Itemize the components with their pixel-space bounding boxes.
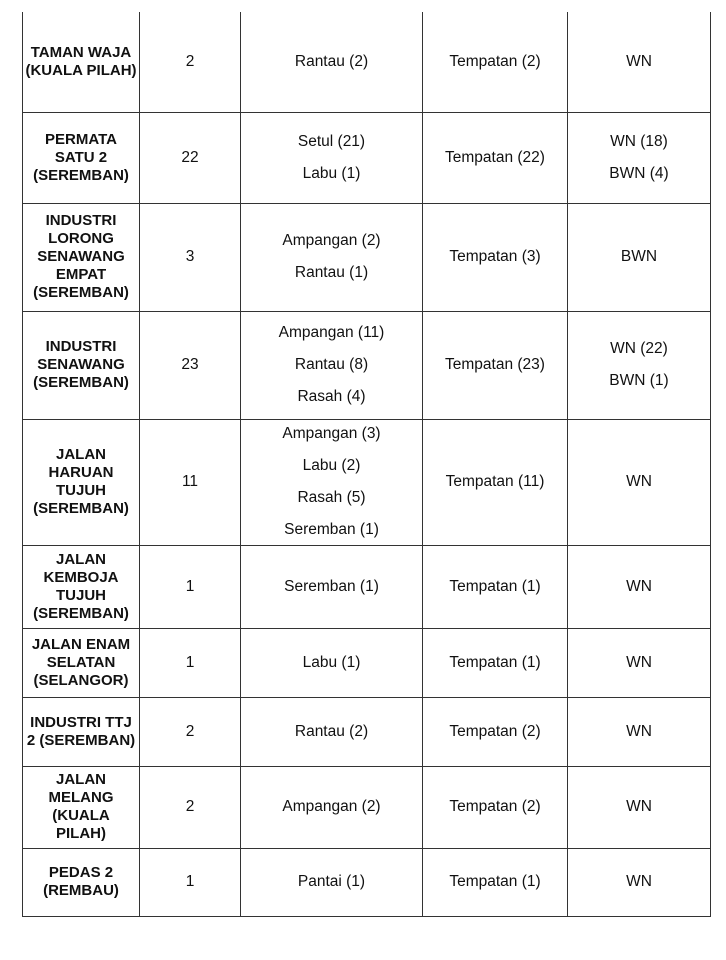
- cluster-location-cell: [23, 112, 140, 203]
- cluster-location-cell: [23, 766, 140, 848]
- citizenship-cell: [568, 419, 711, 545]
- cluster-location-cell-line: LORONG: [48, 230, 114, 247]
- district-cell: [241, 766, 423, 848]
- cluster-location-cell: [23, 311, 140, 419]
- citizenship-cell: [568, 12, 711, 112]
- infection-source-cell: Tempatan (1): [423, 628, 568, 697]
- district-cell: [241, 12, 423, 112]
- citizenship-cell: [568, 766, 711, 848]
- citizenship-cell: [568, 545, 711, 628]
- cluster-location-cell: [23, 545, 140, 628]
- cluster-location-cell-line: (SEREMBAN): [33, 604, 129, 622]
- table-row: [23, 697, 711, 766]
- cluster-location-cell-line: (REMBAU): [43, 882, 119, 899]
- district-cell: [241, 419, 423, 545]
- table-row: [23, 419, 711, 545]
- case-count-cell: 11: [140, 419, 241, 545]
- citizenship-cell-line: WN: [626, 873, 652, 890]
- district-cell: [241, 112, 423, 203]
- citizenship-cell: [568, 628, 711, 697]
- table-row: [23, 628, 711, 697]
- infection-source-cell: Tempatan (1): [423, 848, 568, 916]
- cluster-location-cell-line: TUJUH: [55, 482, 106, 499]
- infection-source-cell: Tempatan (1): [423, 545, 568, 628]
- cluster-location-cell-line: SENAWANG: [37, 248, 125, 265]
- cluster-location-cell-line: (SEREMBAN): [33, 374, 129, 391]
- district-cell-line: Rantau (2): [294, 52, 369, 70]
- case-count-cell: 2: [140, 766, 241, 848]
- district-cell-line: Ampangan (11): [278, 324, 385, 341]
- cluster-location-cell-line: 2 (SEREMBAN): [26, 731, 136, 749]
- district-cell-line: Ampangan (2): [282, 798, 381, 815]
- citizenship-cell-line: WN: [626, 798, 652, 815]
- cluster-location-cell-line: INDUSTRI: [45, 212, 117, 229]
- citizenship-cell: [568, 848, 711, 916]
- infection-source-cell: Tempatan (2): [423, 697, 568, 766]
- citizenship-cell-line: WN (18): [610, 132, 668, 150]
- cluster-table: [22, 12, 711, 917]
- cluster-location-cell-line: (SEREMBAN): [33, 284, 129, 301]
- citizenship-cell-line: BWN (4): [609, 164, 669, 182]
- table-row: [23, 848, 711, 916]
- infection-source-cell: Tempatan (3): [423, 203, 568, 311]
- infection-source-cell: Tempatan (2): [423, 766, 568, 848]
- cluster-location-cell: [23, 848, 140, 916]
- case-count-cell: 1: [140, 545, 241, 628]
- district-cell-line: Pantai (1): [297, 873, 366, 890]
- cluster-location-cell-line: PILAH): [56, 825, 106, 842]
- case-count-cell: 2: [140, 697, 241, 766]
- citizenship-cell-line: WN: [626, 52, 652, 70]
- district-cell: [241, 545, 423, 628]
- district-cell-line: Labu (1): [302, 164, 361, 182]
- case-count-cell: 23: [140, 311, 241, 419]
- cluster-location-cell: [23, 12, 140, 112]
- district-cell: [241, 697, 423, 766]
- citizenship-cell: [568, 112, 711, 203]
- district-cell-line: Rantau (1): [294, 264, 369, 281]
- district-cell-line: Labu (1): [302, 653, 361, 671]
- table-row: [23, 311, 711, 419]
- table-row: [23, 766, 711, 848]
- citizenship-cell: [568, 697, 711, 766]
- table-row: [23, 12, 711, 112]
- cluster-location-cell: [23, 697, 140, 766]
- infection-source-cell: Tempatan (23): [423, 311, 568, 419]
- citizenship-cell: [568, 311, 711, 419]
- cluster-location-cell-line: SATU 2: [54, 148, 108, 166]
- cluster-location-cell-line: (SEREMBAN): [33, 500, 129, 517]
- case-count-cell: 1: [140, 848, 241, 916]
- citizenship-cell-line: WN: [626, 722, 652, 740]
- citizenship-cell-line: WN: [626, 653, 652, 671]
- district-cell: [241, 203, 423, 311]
- cluster-location-cell-line: KEMBOJA: [43, 568, 119, 586]
- cluster-location-cell: [23, 203, 140, 311]
- infection-source-cell: Tempatan (11): [423, 419, 568, 545]
- district-cell: [241, 628, 423, 697]
- cluster-location-cell-line: INDUSTRI: [45, 338, 117, 355]
- cluster-location-cell-line: INDUSTRI TTJ: [30, 713, 132, 731]
- district-cell-line: Rantau (2): [294, 722, 369, 740]
- district-cell-line: Seremban (1): [284, 521, 379, 538]
- citizenship-cell-line: WN: [626, 577, 652, 595]
- table-row: [23, 203, 711, 311]
- cluster-location-cell-line: TAMAN WAJA: [30, 43, 132, 61]
- infection-source-cell: Tempatan (2): [423, 12, 568, 112]
- district-cell: [241, 848, 423, 916]
- cluster-location-cell-line: EMPAT: [55, 266, 107, 283]
- cluster-location-cell-line: TUJUH: [55, 586, 106, 604]
- district-cell-line: Ampangan (3): [282, 425, 381, 442]
- cluster-location-cell-line: PERMATA: [45, 130, 117, 148]
- cluster-location-cell-line: MELANG: [48, 789, 114, 806]
- district-cell-line: Setul (21): [297, 132, 366, 150]
- cluster-location-cell-line: SENAWANG: [37, 356, 125, 373]
- case-count-cell: 22: [140, 112, 241, 203]
- cluster-location-cell-line: PEDAS 2: [48, 864, 114, 881]
- cluster-table-body: [23, 12, 711, 916]
- cluster-location-cell-line: (SEREMBAN): [33, 166, 129, 184]
- table-row: [23, 545, 711, 628]
- district-cell-line: Rantau (8): [294, 356, 369, 373]
- citizenship-cell-line: BWN (1): [609, 372, 669, 389]
- citizenship-cell-line: WN (22): [610, 340, 668, 357]
- case-count-cell: 3: [140, 203, 241, 311]
- cluster-location-cell: [23, 628, 140, 697]
- citizenship-cell-line: BWN: [620, 248, 658, 265]
- district-cell-line: Seremban (1): [284, 577, 379, 595]
- cluster-location-cell-line: (SELANGOR): [33, 671, 129, 689]
- cluster-location-cell-line: (KUALA PILAH): [25, 61, 137, 79]
- cluster-location-cell-line: (KUALA: [52, 807, 110, 824]
- infection-source-cell: Tempatan (22): [423, 112, 568, 203]
- cluster-location-cell-line: JALAN: [55, 771, 106, 788]
- district-cell-line: Rasah (4): [297, 388, 366, 405]
- district-cell-line: Rasah (5): [297, 489, 366, 506]
- citizenship-cell-line: WN: [626, 473, 652, 490]
- cluster-location-cell-line: JALAN ENAM: [31, 635, 131, 653]
- citizenship-cell: [568, 203, 711, 311]
- case-count-cell: 1: [140, 628, 241, 697]
- cluster-location-cell: [23, 419, 140, 545]
- district-cell-line: Ampangan (2): [282, 232, 381, 249]
- cluster-location-cell-line: HARUAN: [48, 464, 114, 481]
- case-count-cell: 2: [140, 12, 241, 112]
- district-cell: [241, 311, 423, 419]
- table-row: [23, 112, 711, 203]
- cluster-location-cell-line: SELATAN: [46, 653, 116, 671]
- cluster-location-cell-line: JALAN: [55, 550, 106, 568]
- cluster-location-cell-line: JALAN: [55, 446, 106, 463]
- district-cell-line: Labu (2): [302, 457, 361, 474]
